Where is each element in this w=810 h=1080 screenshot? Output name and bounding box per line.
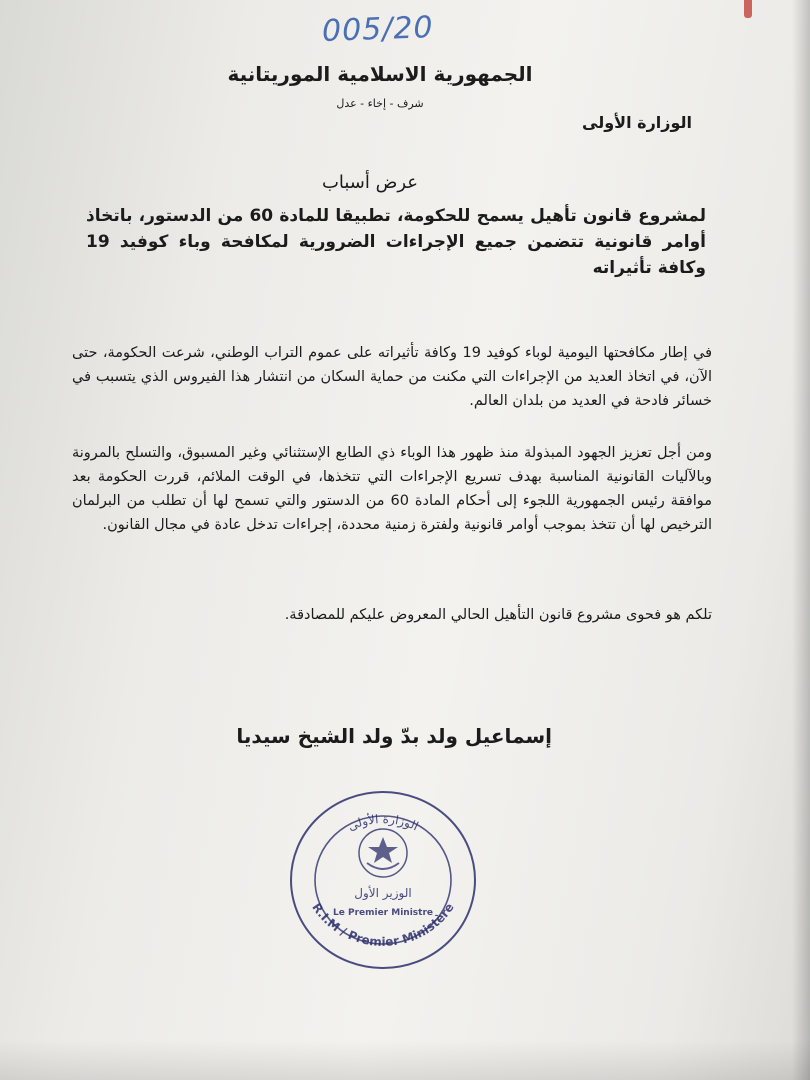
stamp-french-title: Le Premier Ministre [333,908,433,918]
stamp-french-ring: R.I.M / Premier Ministère [309,900,457,950]
stamp-arabic-top: الوزارة الأولى [345,811,421,834]
stamp-graphic [283,785,483,975]
corner-clip-mark [744,0,752,18]
reference-number: 005/20 [321,10,435,49]
stamp-arabic-title: الوزير الأول [354,886,412,900]
crescent-icon [367,863,399,869]
signatory-name: إسماعيل ولد بدّ ولد الشيخ سيديا [236,724,552,748]
paragraph-2: ومن أجل تعزيز الجهود المبذولة منذ ظهور هذا الوباء ذي الطابع الإستثنائي وغير المسبوق، والتسلح بالمرونة وبالآليات القانونية المناسبة بهدف تسريع الإجراءات التي تتخذها، في الوقت الملائم، قررت الحكومة بعد موافقة رئيس الجمهورية اللجوء إلى أحكام المادة 60 من الدستور والتي تسمح لها أن تطلب من البرلمان الترخيص لها أن تتخذ بموجب أوامر قانونية ولفترة زمنية محددة، إجراءات تدخل عادة في مجال القانون. [72,445,712,533]
ministry-name: الوزارة الأولى [582,113,692,132]
national-motto: شرف - إخاء - عدل [336,97,424,110]
official-stamp [283,785,483,975]
star-icon [368,837,398,863]
paragraph-3: تلكم هو فحوى مشروع قانون التأهيل الحالي المعروض عليكم للمصادقة. [284,607,712,623]
document-heading: لمشروع قانون تأهيل يسمح للحكومة، تطبيقا للمادة 60 من الدستور، باتخاذ أوامر قانونية تتضمن جميع الإجراءات الضرورية لمكافحة وباء كوفيد 19 وكافة تأثيراته [86,206,706,278]
page-bottom-shadow [0,1040,810,1080]
document-subject: عرض أسباب [321,172,419,193]
paragraph-1: في إطار مكافحتها اليومية لوباء كوفيد 19 وكافة تأثيراته على عموم التراب الوطني، شرعت الحكومة، حتى الآن، في اتخاذ العديد من الإجراءات التي مكنت من حماية السكان من انتشار هذا الفيروس الذي يتسبب في خسائر فادحة في العديد من بلدان العالم. [72,345,712,409]
page-edge-shadow [792,0,810,1080]
republic-header: الجمهورية الاسلامية الموريتانية [227,62,533,86]
